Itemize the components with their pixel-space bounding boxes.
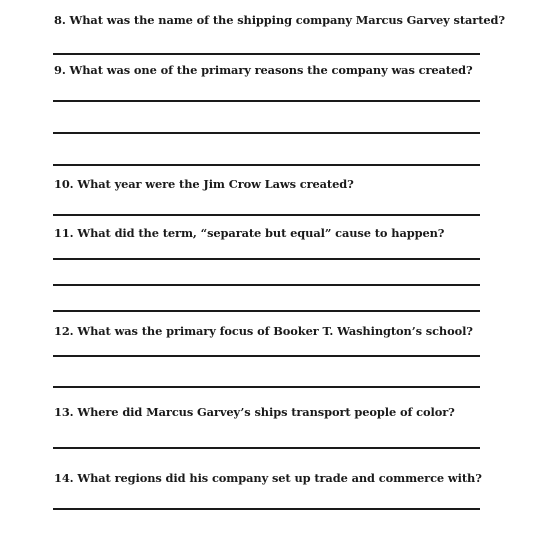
- answer-line-q13-1[interactable]: [53, 447, 480, 449]
- answer-line-q11-1[interactable]: [53, 258, 480, 260]
- answer-line-q11-2[interactable]: [53, 284, 480, 286]
- question-11: 11. What did the term, “separate but equal” cause to happen?: [54, 226, 445, 240]
- question-9: 9. What was one of the primary reasons the company was created?: [54, 63, 473, 77]
- answer-line-q12-2[interactable]: [53, 386, 480, 388]
- answer-line-q9-2[interactable]: [53, 132, 480, 134]
- answer-line-q11-3[interactable]: [53, 310, 480, 312]
- answer-line-q8-1[interactable]: [53, 53, 480, 55]
- answer-line-q9-1[interactable]: [53, 100, 480, 102]
- answer-line-q9-3[interactable]: [53, 164, 480, 166]
- question-14: 14. What regions did his company set up trade and commerce with?: [54, 471, 482, 485]
- answer-line-q10-1[interactable]: [53, 214, 480, 216]
- question-12: 12. What was the primary focus of Booker T. Washington’s school?: [54, 324, 473, 338]
- question-8: 8. What was the name of the shipping company Marcus Garvey started?: [54, 13, 505, 27]
- question-13: 13. Where did Marcus Garvey’s ships transport people of color?: [54, 405, 455, 419]
- answer-line-q14-1[interactable]: [53, 508, 480, 510]
- answer-line-q12-1[interactable]: [53, 355, 480, 357]
- question-10: 10. What year were the Jim Crow Laws created?: [54, 177, 354, 191]
